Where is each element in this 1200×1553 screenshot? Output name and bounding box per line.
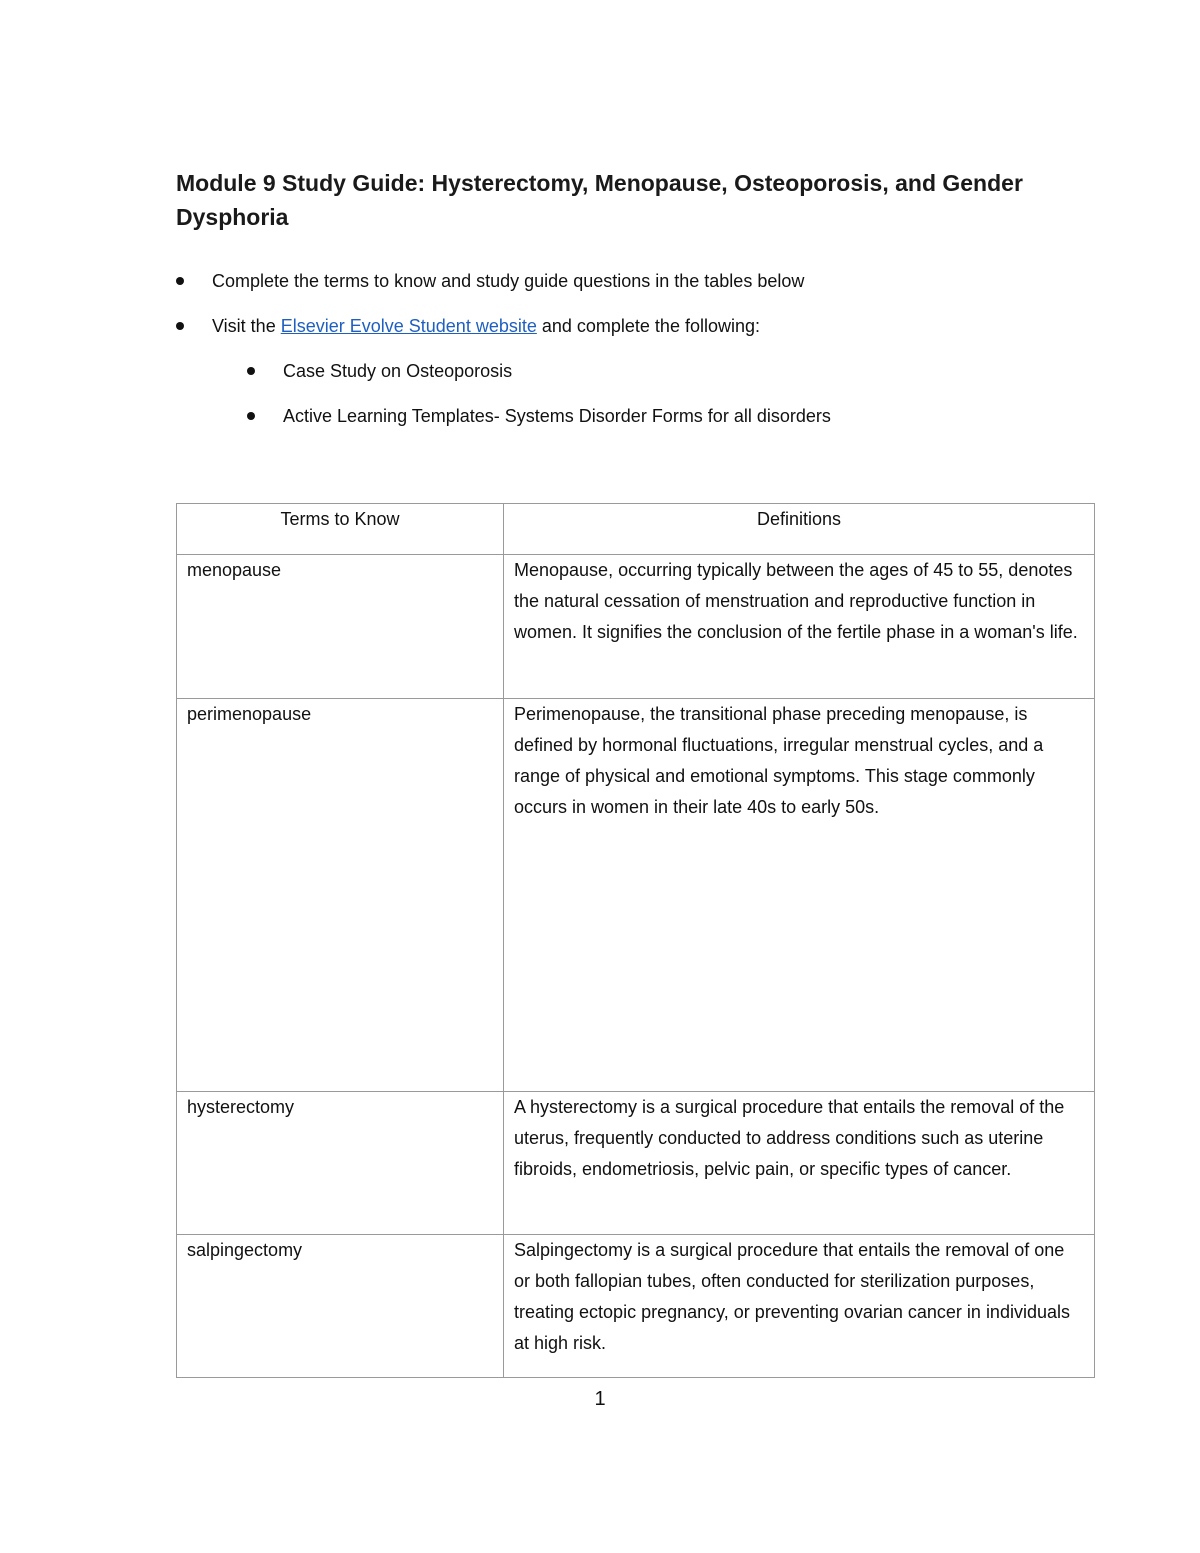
page-title: Module 9 Study Guide: Hysterectomy, Menopause, Osteoporosis, and Gender Dysphoria	[176, 170, 1023, 230]
sub-instruction-text: Active Learning Templates- Systems Disorder Forms for all disorders	[283, 406, 831, 426]
bullet-icon	[247, 367, 255, 375]
terms-table	[176, 503, 1095, 1378]
definition-cell: Perimenopause, the transitional phase preceding menopause, is defined by hormonal fluctuations, irregular menstrual cycles, and a range of physical and emotional symptoms. This stage commonly occurs in women in their late 40s to early 50s.	[504, 699, 1095, 1092]
term-cell: menopause	[177, 555, 504, 699]
definition-cell: A hysterectomy is a surgical procedure that entails the removal of the uterus, frequently conducted to address conditions such as uterine fibroids, endometriosis, pelvic pain, or specific types of cancer.	[504, 1092, 1095, 1235]
table-row	[177, 555, 1095, 699]
bullet-icon	[176, 322, 184, 330]
term-cell: hysterectomy	[177, 1092, 504, 1235]
instruction-list	[176, 266, 1076, 446]
instruction-text: Complete the terms to know and study guide questions in the tables below	[212, 271, 805, 291]
definition-cell: Salpingectomy is a surgical procedure that entails the removal of one or both fallopian tubes, often conducted for sterilization purposes, treating ectopic pregnancy, or preventing ovarian cancer in individuals at high risk.	[504, 1235, 1095, 1378]
instruction-text	[212, 316, 760, 336]
terms-header: Terms to Know	[177, 504, 504, 555]
bullet-icon	[247, 412, 255, 420]
page-number: 1	[594, 1388, 606, 1410]
bullet-icon	[176, 277, 184, 285]
table-row	[177, 699, 1095, 1092]
table-header-row	[177, 504, 1095, 555]
sub-list-item	[247, 401, 1076, 431]
instruction-suffix: and complete the following:	[536, 316, 760, 336]
sub-list-item	[247, 356, 1076, 386]
term-cell: salpingectomy	[177, 1235, 504, 1378]
table-row	[177, 1235, 1095, 1378]
instruction-prefix: Visit the	[212, 316, 281, 336]
definition-cell: Menopause, occurring typically between the ages of 45 to 55, denotes the natural cessation of menstruation and reproductive function in women. It signifies the conclusion of the fertile phase in a woman's life.	[504, 555, 1095, 699]
table-row	[177, 1092, 1095, 1235]
list-item	[176, 266, 1076, 296]
sub-instruction-text: Case Study on Osteoporosis	[283, 361, 513, 381]
list-item	[176, 311, 1076, 341]
evolve-website-link[interactable]: Elsevier Evolve Student website	[280, 316, 537, 336]
term-cell: perimenopause	[177, 699, 504, 1092]
definitions-header: Definitions	[504, 504, 1095, 555]
